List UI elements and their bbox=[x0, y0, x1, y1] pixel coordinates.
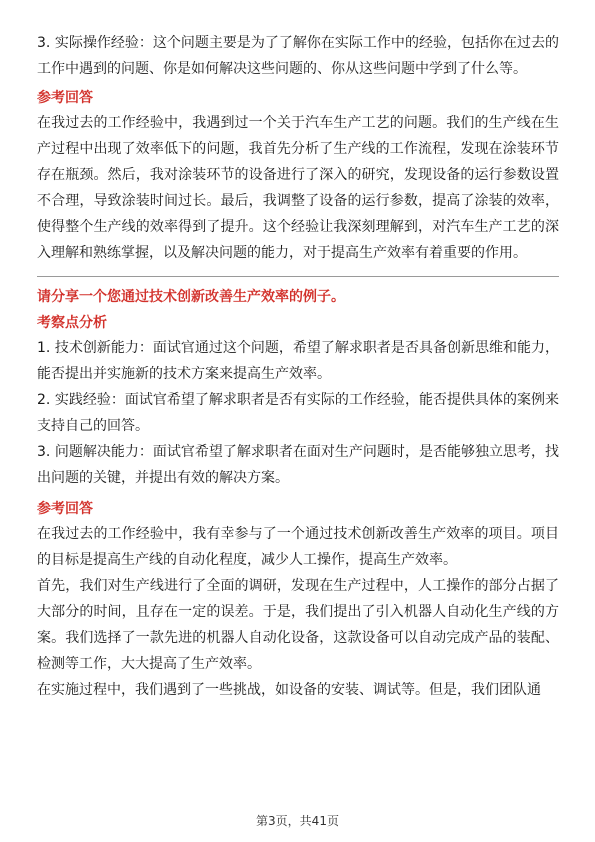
section2-point-1: 1. 技术创新能力：面试官通过这个问题，希望了解求职者是否具备创新思维和能力，能否提出并实施新的技术方案来提高生产效率。 bbox=[37, 340, 559, 382]
section2-answer-heading: 参考回答 bbox=[37, 501, 93, 517]
section-divider bbox=[37, 276, 559, 277]
section1-answer-heading: 参考回答 bbox=[37, 90, 93, 106]
document-page bbox=[37, 30, 559, 703]
section2-analysis-heading: 考察点分析 bbox=[37, 315, 107, 331]
section2-answer-3: 在实施过程中，我们遇到了一些挑战，如设备的安装、调试等。但是，我们团队通 bbox=[37, 682, 541, 698]
section2-point-3: 3. 问题解决能力：面试官希望了解求职者在面对生产问题时，是否能够独立思考，找出问题的关键，并提出有效的解决方案。 bbox=[37, 444, 559, 486]
page-number: 第3页，共41页 bbox=[256, 814, 339, 828]
section2-answer-1: 在我过去的工作经验中，我有幸参与了一个通过技术创新改善生产效率的项目。项目的目标是提高生产线的自动化程度，减少人工操作，提高生产效率。 bbox=[37, 526, 559, 568]
section2-question: 请分享一个您通过技术创新改善生产效率的例子。 bbox=[37, 289, 345, 305]
section2-answer-2: 首先，我们对生产线进行了全面的调研，发现在生产过程中，人工操作的部分占据了大部分的时间，且存在一定的误差。于是，我们提出了引入机器人自动化生产线的方案。我们选择了一款先进的机器人自动化设备，这款设备可以自动完成产品的装配、检测等工作，大大提高了生产效率。 bbox=[37, 578, 559, 672]
section2-point-2: 2. 实践经验：面试官希望了解求职者是否有实际的工作经验，能否提供具体的案例来支持自己的回答。 bbox=[37, 392, 559, 434]
section1-answer: 在我过去的工作经验中，我遇到过一个关于汽车生产工艺的问题。我们的生产线在生产过程中出现了效率低下的问题，我首先分析了生产线的工作流程，发现在涂装环节存在瓶颈。然后，我对涂装环节的设备进行了深入的研究，发现设备的运行参数设置不合理，导致涂装时间过长。最后，我调整了设备的运行参数，提高了涂装的效率，使得整个生产线的效率得到了提升。这个经验让我深刻理解到，对汽车生产工艺的深入理解和熟练掌握，以及解决问题的能力，对于提高生产效率有着重要的作用。 bbox=[37, 115, 559, 261]
section1-point-3: 3. 实际操作经验：这个问题主要是为了了解你在实际工作中的经验，包括你在过去的工作中遇到的问题、你是如何解决这些问题的、你从这些问题中学到了什么等。 bbox=[37, 35, 559, 77]
